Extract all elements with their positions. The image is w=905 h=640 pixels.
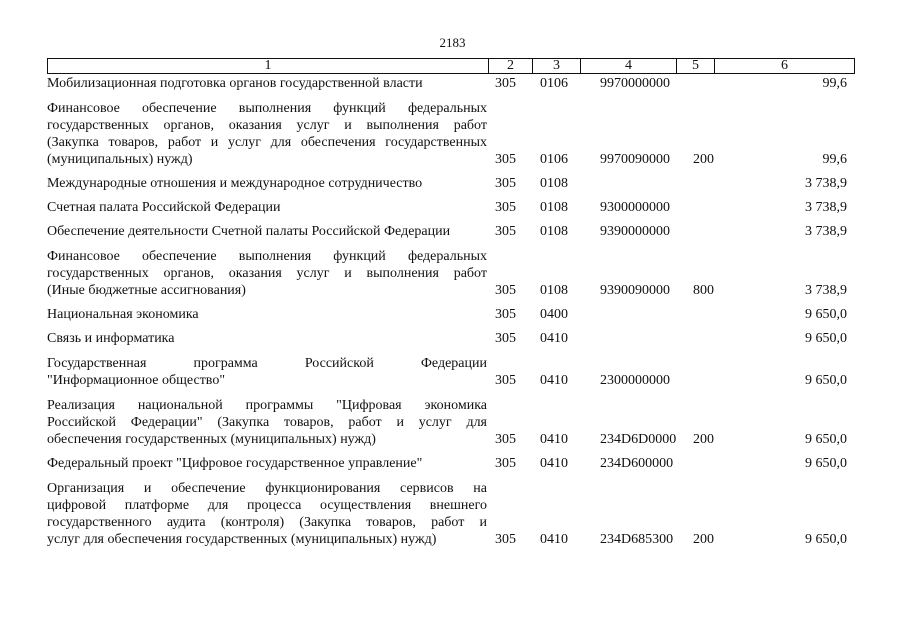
table-row	[47, 306, 857, 323]
row-description	[47, 355, 487, 389]
row-section-code: 0108	[540, 200, 568, 215]
row-amount: 3 738,9	[805, 200, 847, 215]
row-description	[47, 397, 487, 448]
table-row	[47, 248, 857, 299]
description-line: (муниципальных) нужд)	[47, 152, 193, 167]
description-line: Реализация национальной программы "Цифровая экономика	[47, 398, 487, 413]
table-row	[47, 175, 857, 192]
description-line: Государственная программа Российской Федерации	[47, 356, 487, 371]
row-ministry-code: 305	[495, 432, 516, 447]
row-ministry-code: 305	[495, 373, 516, 388]
column-header-4: 4	[581, 59, 677, 74]
description-line: Финансовое обеспечение выполнения функций федеральных	[47, 101, 487, 116]
description-line: "Информационное общество"	[47, 373, 226, 388]
column-header-table	[47, 58, 855, 74]
description-line: Российской Федерации" (Закупка товаров, работ и услуг для	[47, 415, 487, 430]
row-amount: 9 650,0	[805, 432, 847, 447]
row-target-article: 234D6D0000	[600, 432, 677, 447]
description-line: Обеспечение деятельности Счетной палаты Российской Федерации	[47, 224, 451, 239]
description-line: Счетная палата Российской Федерации	[47, 200, 281, 215]
row-amount: 3 738,9	[805, 224, 847, 239]
description-line: (Иные бюджетные ассигнования)	[47, 283, 246, 298]
row-ministry-code: 305	[495, 224, 516, 239]
table-row	[47, 100, 857, 168]
row-section-code: 0106	[540, 152, 568, 167]
row-target-article: 234D600000	[600, 456, 674, 471]
column-header-1: 1	[48, 59, 489, 74]
table-row	[47, 330, 857, 347]
table-row	[47, 480, 857, 548]
column-header-2: 2	[489, 59, 533, 74]
description-line: Мобилизационная подготовка органов государственной власти	[47, 76, 423, 91]
row-amount: 9 650,0	[805, 331, 847, 346]
table-row	[47, 199, 857, 216]
row-expense-type: 200	[693, 532, 714, 547]
row-section-code: 0400	[540, 307, 568, 322]
row-target-article: 2300000000	[600, 373, 670, 388]
row-section-code: 0410	[540, 331, 568, 346]
row-section-code: 0410	[540, 432, 568, 447]
row-target-article: 9390090000	[600, 283, 670, 298]
table-row	[47, 75, 857, 92]
row-section-code: 0108	[540, 224, 568, 239]
description-line: Федеральный проект "Цифровое государственное управление"	[47, 456, 423, 471]
row-ministry-code: 305	[495, 200, 516, 215]
row-description	[47, 306, 487, 323]
row-target-article: 9300000000	[600, 200, 670, 215]
budget-rows	[47, 75, 857, 548]
row-ministry-code: 305	[495, 152, 516, 167]
column-header-row	[48, 59, 855, 74]
row-section-code: 0410	[540, 532, 568, 547]
row-ministry-code: 305	[495, 331, 516, 346]
description-line: Национальная экономика	[47, 307, 199, 322]
row-ministry-code: 305	[495, 456, 516, 471]
table-row	[47, 397, 857, 448]
row-section-code: 0410	[540, 373, 568, 388]
row-description	[47, 199, 487, 216]
row-amount: 99,6	[822, 152, 847, 167]
description-line: государственных органов, оказания услуг и выполнения работ	[47, 118, 487, 133]
column-header-5: 5	[677, 59, 715, 74]
row-ministry-code: 305	[495, 283, 516, 298]
row-description	[47, 248, 487, 299]
description-line: Финансовое обеспечение выполнения функций федеральных	[47, 249, 487, 264]
row-section-code: 0108	[540, 176, 568, 191]
description-line: Связь и информатика	[47, 331, 175, 346]
description-line: Организация и обеспечение функционирования сервисов на	[47, 481, 487, 496]
description-line: цифровой платформе для процесса осуществления внешнего	[47, 498, 487, 513]
row-amount: 3 738,9	[805, 283, 847, 298]
description-line: (Закупка товаров, работ и услуг для обеспечения государственных	[47, 135, 487, 150]
column-header-6: 6	[715, 59, 855, 74]
row-section-code: 0410	[540, 456, 568, 471]
table-row	[47, 455, 857, 472]
row-amount: 9 650,0	[805, 373, 847, 388]
description-line: государственных органов, оказания услуг и выполнения работ	[47, 266, 487, 281]
row-ministry-code: 305	[495, 307, 516, 322]
row-target-article: 9390000000	[600, 224, 670, 239]
row-description	[47, 480, 487, 548]
row-amount: 99,6	[822, 76, 847, 91]
column-header-3: 3	[533, 59, 581, 74]
description-line: обеспечения государственных (муниципальных) нужд)	[47, 432, 376, 447]
row-ministry-code: 305	[495, 76, 516, 91]
row-target-article: 9970000000	[600, 76, 670, 91]
description-line: государственного аудита (контроля) (Закупка товаров, работ и	[47, 515, 487, 530]
row-ministry-code: 305	[495, 176, 516, 191]
row-amount: 9 650,0	[805, 307, 847, 322]
row-amount: 9 650,0	[805, 532, 847, 547]
row-description	[47, 330, 487, 347]
row-description	[47, 175, 487, 192]
row-target-article: 9970090000	[600, 152, 670, 167]
row-expense-type: 200	[693, 432, 714, 447]
row-section-code: 0108	[540, 283, 568, 298]
row-expense-type: 800	[693, 283, 714, 298]
table-row	[47, 355, 857, 389]
page-number: 2183	[439, 35, 466, 50]
row-amount: 3 738,9	[805, 176, 847, 191]
row-ministry-code: 305	[495, 532, 516, 547]
row-section-code: 0106	[540, 76, 568, 91]
row-description	[47, 75, 487, 92]
row-description	[47, 455, 487, 472]
description-line: Международные отношения и международное сотрудничество	[47, 176, 423, 191]
table-row	[47, 223, 857, 240]
row-expense-type: 200	[693, 152, 714, 167]
description-line: услуг для обеспечения государственных (муниципальных) нужд)	[47, 532, 437, 547]
row-description	[47, 223, 487, 240]
row-description	[47, 100, 487, 168]
row-target-article: 234D685300	[600, 532, 674, 547]
row-amount: 9 650,0	[805, 456, 847, 471]
